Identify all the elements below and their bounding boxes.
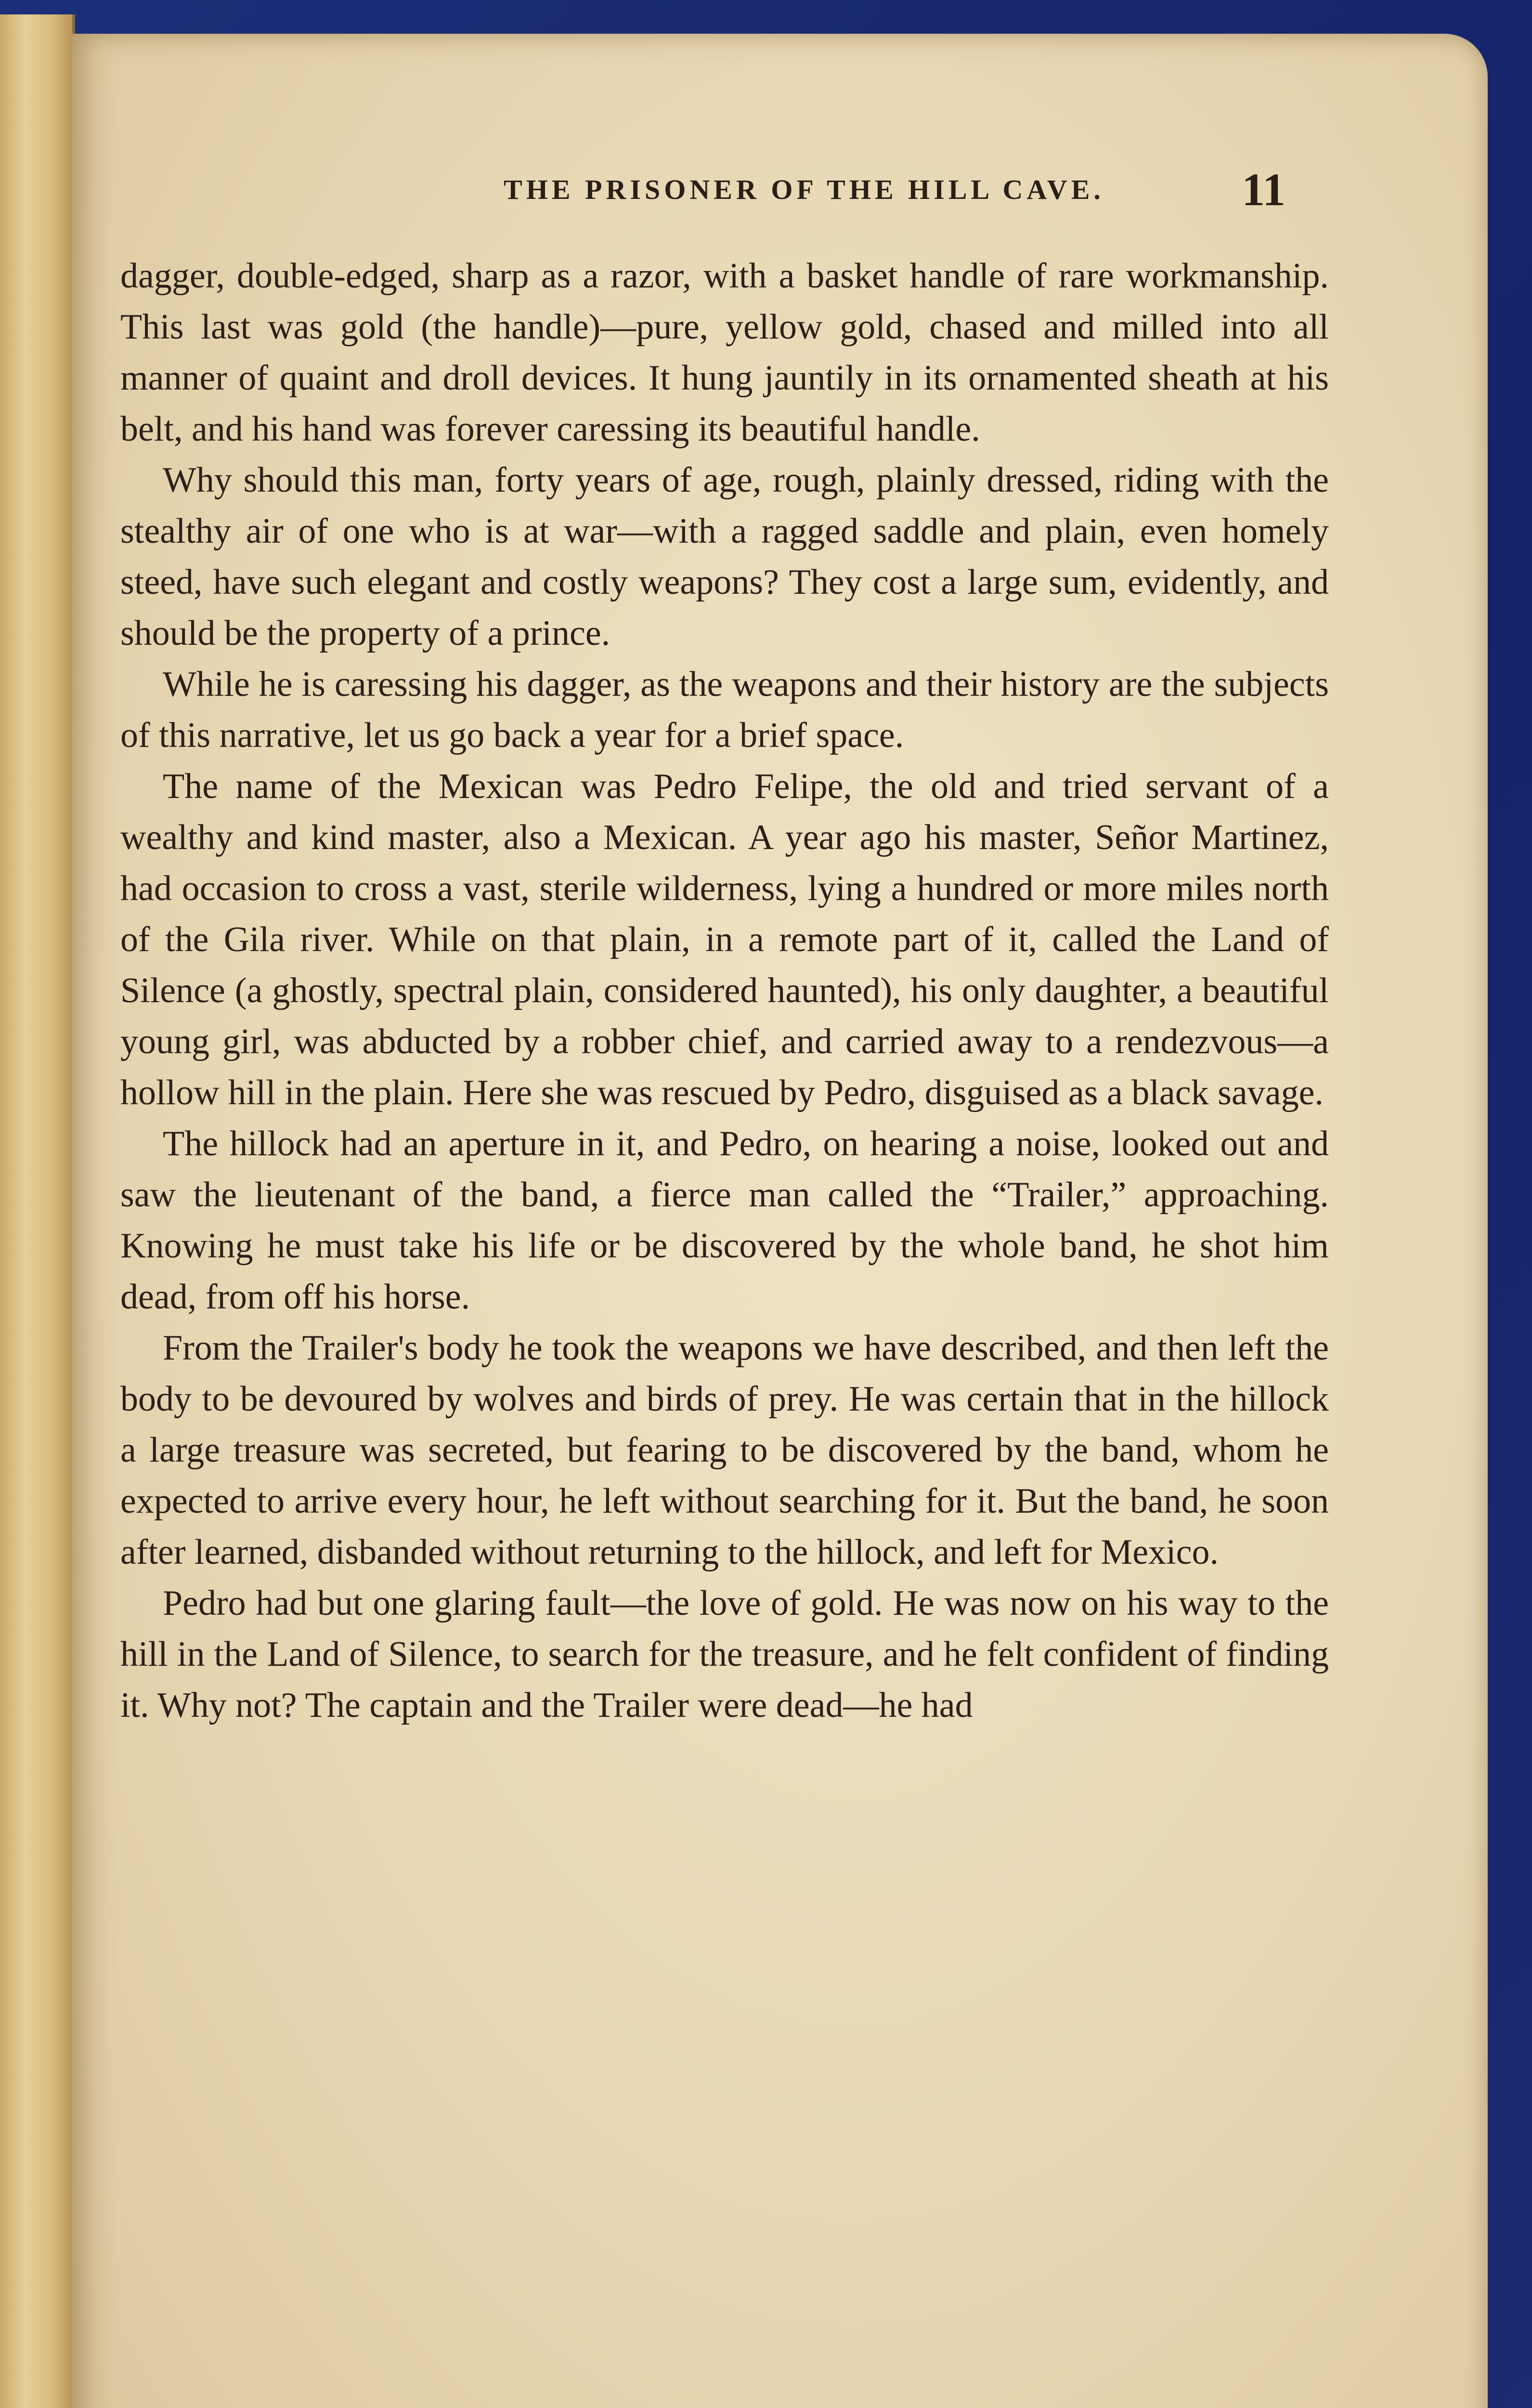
page-number: 11	[1242, 164, 1285, 215]
running-header: THE PRISONER OF THE HILL CAVE.	[504, 174, 1104, 205]
paragraph: From the Trailer's body he took the weapons we have described, and then left the body to be devoured by wolves and birds of prey. He was certain that in the hillock a large treasure was secreted, but fearing to be discovered by the band, whom he expected to arrive every hour, he left without searching for it. But the band, he soon after learned, disbanded without returning to the hillock, and left for Mexico.	[120, 1328, 1329, 1572]
book-spine	[0, 14, 75, 2408]
paragraph: While he is caressing his dagger, as the weapons and their history are the subjects of this narrative, let us go back a year for a brief space.	[120, 665, 1329, 755]
paragraph: The name of the Mexican was Pedro Felipe, the old and tried servant of a wealthy and kind master, also a Mexican. A year ago his master, Señor Martinez, had occasion to cross a vast, sterile wilderness, lying a hundred or more miles north of the Gila river. While on that plain, in a remote part of it, called the Land of Silence (a ghostly, spectral plain, considered haunted), his only daughter, a beautiful young girl, was abducted by a robber chief, and carried away to a rendezvous—a hollow hill in the plain. Here she was rescued by Pedro, disguised as a black savage.	[120, 767, 1329, 1112]
paragraph: dagger, double-edged, sharp as a razor, with a basket handle of rare workmanship. This last was gold (the handle)—pure, yellow gold, chased and milled into all manner of quaint and droll devices. It hung jauntily in its ornamented sheath at his belt, and his hand was forever caressing its beautiful handle.	[120, 256, 1329, 449]
page-body-text	[120, 250, 1329, 1731]
paragraph: The hillock had an aperture in it, and Pedro, on hearing a noise, looked out and saw the lieutenant of the band, a fierce man called the “Trailer,” approaching. Knowing he must take his life or be discovered by the whole band, he shot him dead, from off his horse.	[120, 1124, 1329, 1317]
paragraph: Pedro had but one glaring fault—the love of gold. He was now on his way to the hill in the Land of Silence, to search for the treasure, and he felt confident of finding it. Why not? The captain and the Trailer were dead—he had	[120, 1584, 1329, 1725]
paragraph: Why should this man, forty years of age, rough, plainly dressed, riding with the stealthy air of one who is at war—with a ragged saddle and plain, even homely steed, have such elegant and costly weapons? They cost a large sum, evidently, and should be the property of a prince.	[120, 460, 1329, 653]
